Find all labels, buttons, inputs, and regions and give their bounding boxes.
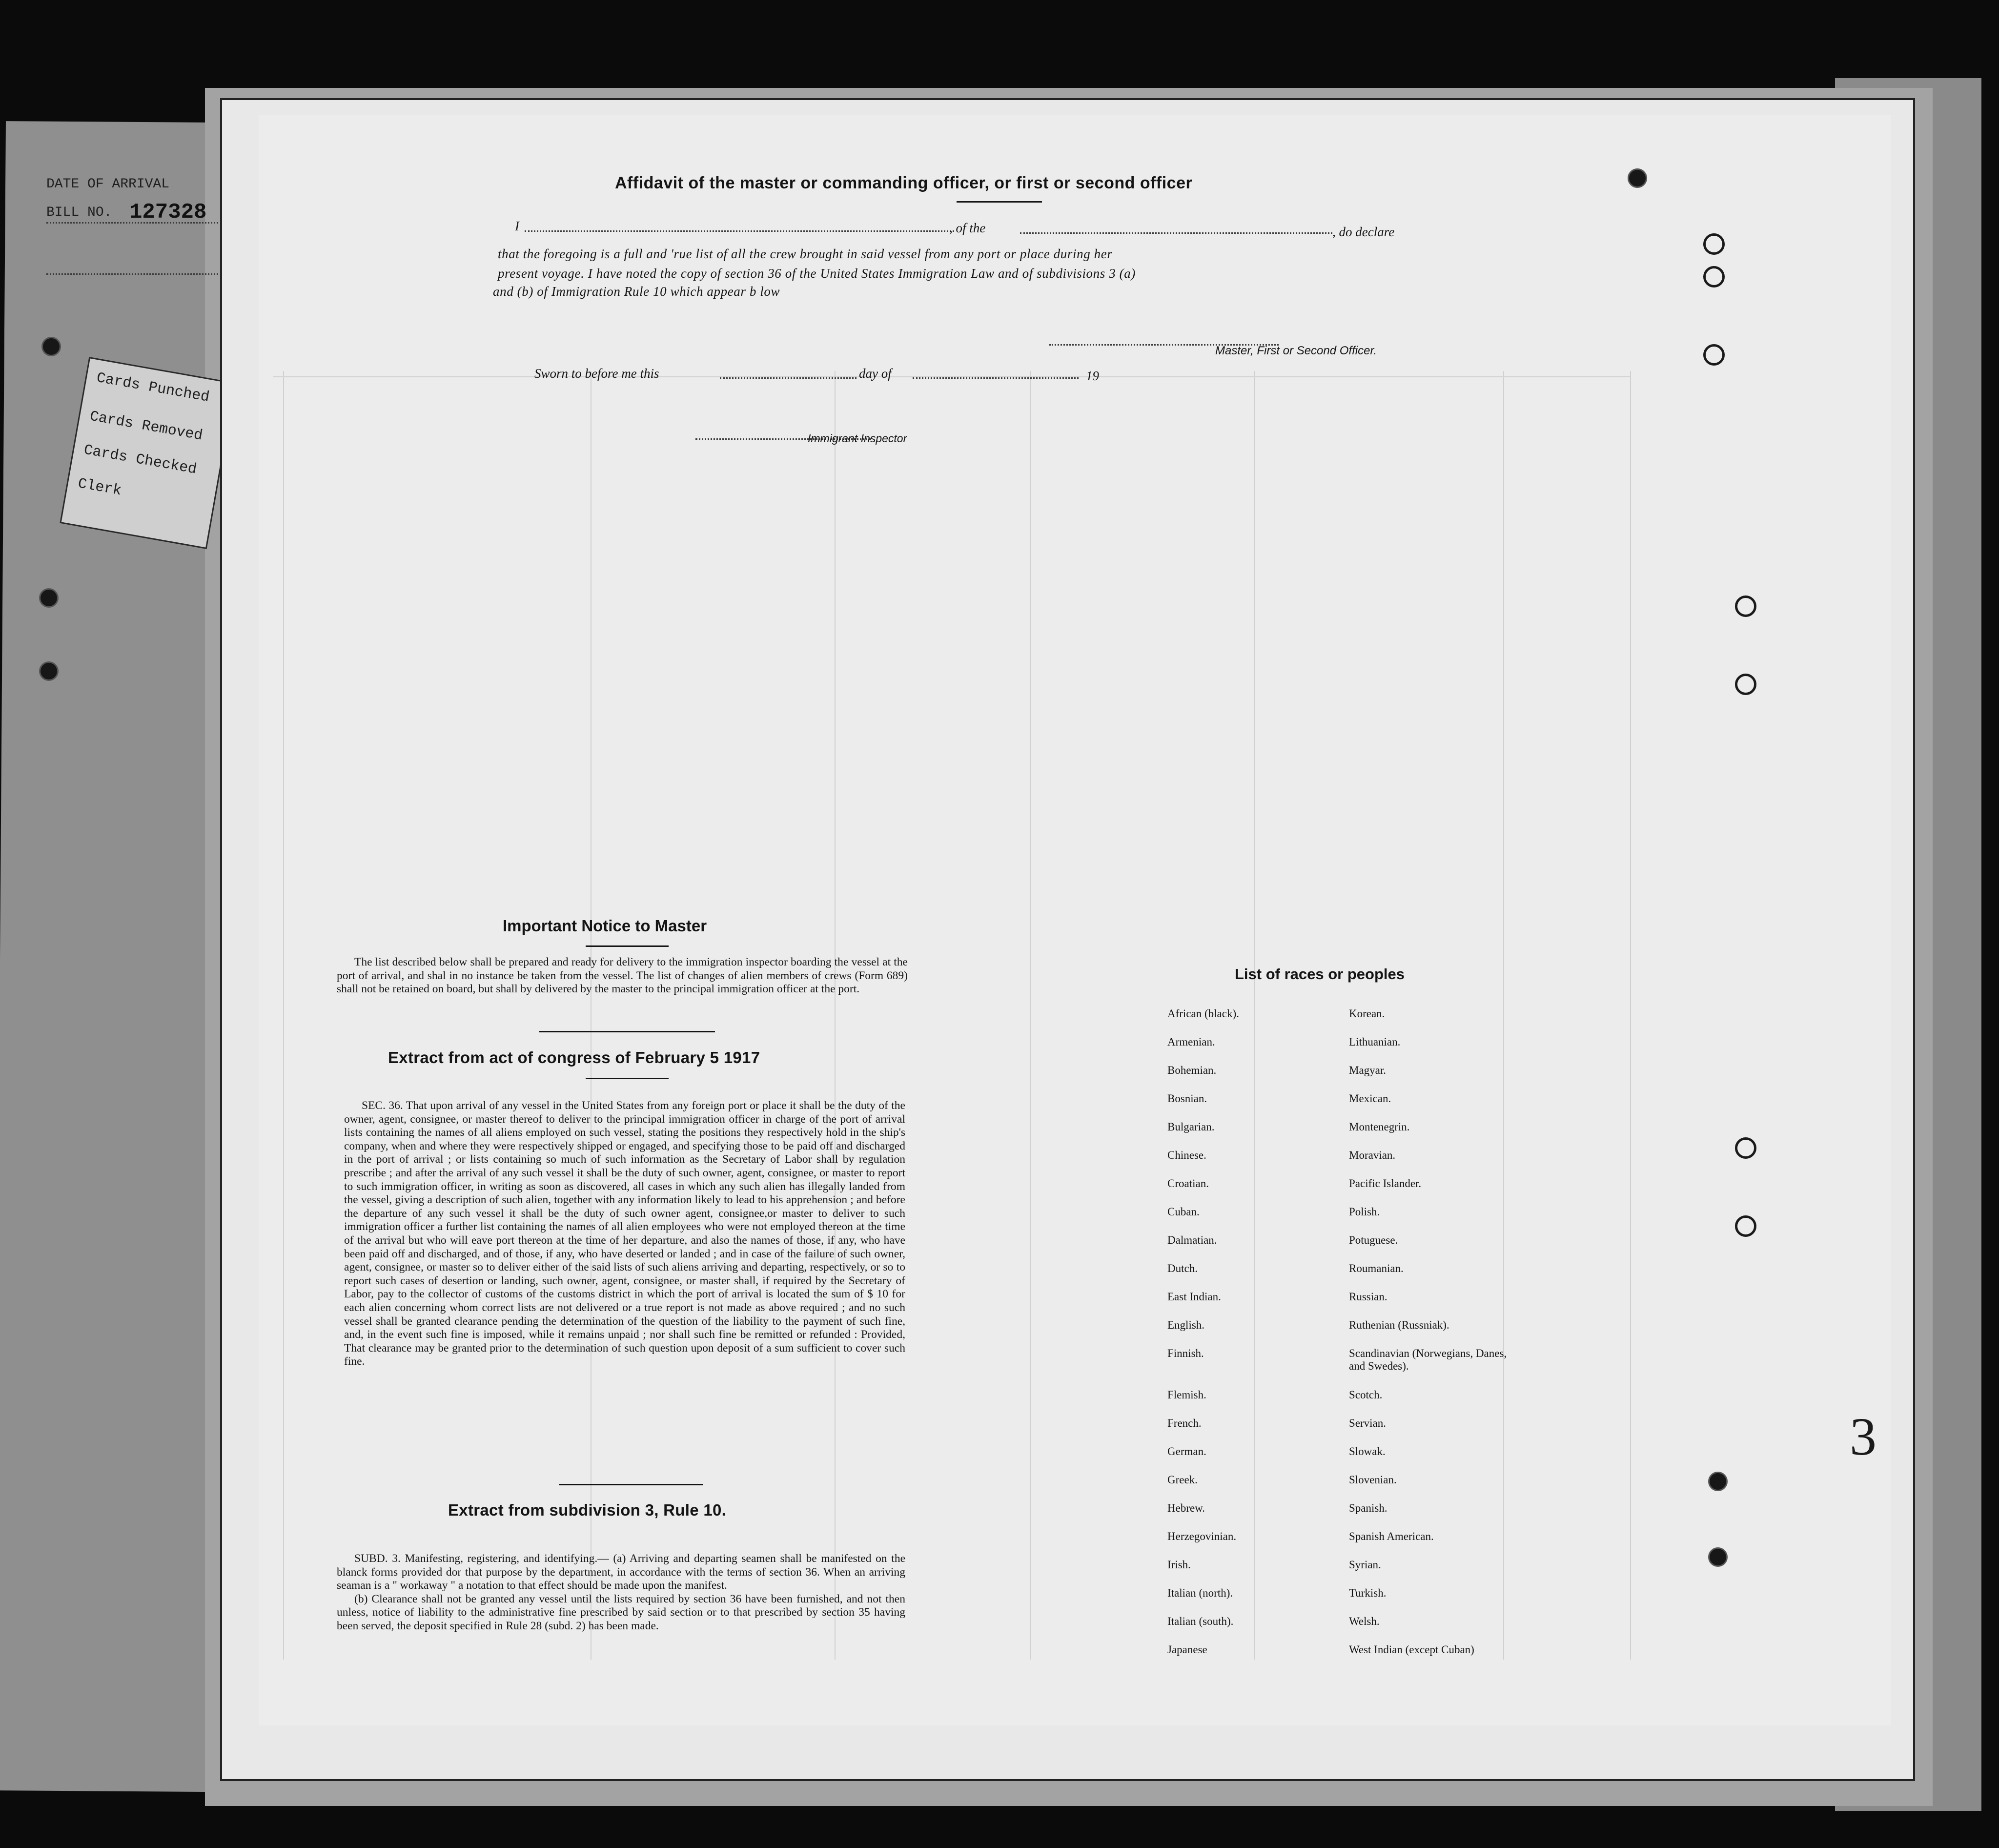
race-item: Slovenian. bbox=[1349, 1474, 1397, 1486]
affidavit-do-declare: , do declare bbox=[1332, 225, 1395, 239]
binder-hole bbox=[39, 588, 59, 608]
stamp-line: Cards Punched bbox=[95, 370, 211, 406]
binder-hole bbox=[1703, 233, 1725, 255]
stub-rule bbox=[46, 222, 222, 224]
master-label: Master, First or Second Officer. bbox=[1215, 344, 1377, 357]
race-item: Moravian. bbox=[1349, 1149, 1396, 1161]
day-of-label: day of bbox=[859, 366, 892, 381]
ghost-column-line bbox=[1254, 371, 1255, 1660]
year-label: 19 bbox=[1086, 369, 1099, 383]
stub-date-label: DATE OF ARRIVAL bbox=[46, 177, 170, 192]
race-item: Bulgarian. bbox=[1167, 1121, 1215, 1133]
ghost-column-line bbox=[283, 371, 284, 1660]
binder-hole bbox=[1735, 1137, 1756, 1159]
extract-rule-title: Extract from subdivision 3, Rule 10. bbox=[448, 1501, 727, 1519]
affidavit-title: Affidavit of the master or commanding officer, or first or second officer bbox=[615, 174, 1193, 192]
race-item: Greek. bbox=[1167, 1474, 1198, 1486]
race-item: Spanish American. bbox=[1349, 1530, 1434, 1542]
affidavit-line1-start: I bbox=[515, 219, 519, 233]
cards-stamp bbox=[60, 357, 236, 549]
race-item: Potuguese. bbox=[1349, 1234, 1398, 1246]
race-item: Dalmatian. bbox=[1167, 1234, 1217, 1246]
race-item: Bohemian. bbox=[1167, 1064, 1217, 1076]
binder-hole bbox=[1735, 674, 1756, 695]
race-item: West Indian (except Cuban) bbox=[1349, 1643, 1474, 1656]
race-item: African (black). bbox=[1167, 1007, 1239, 1020]
race-item: Polish. bbox=[1349, 1206, 1380, 1218]
race-item: Herzegovinian. bbox=[1167, 1530, 1237, 1542]
race-item: Mexican. bbox=[1349, 1092, 1391, 1105]
race-item: Montenegrin. bbox=[1349, 1121, 1410, 1133]
races-title: List of races or peoples bbox=[1235, 965, 1405, 983]
race-item: Spanish. bbox=[1349, 1502, 1387, 1514]
stamp-line: Clerk bbox=[76, 475, 123, 500]
race-item: Roumanian. bbox=[1349, 1262, 1404, 1274]
affidavit-line4: and (b) of Immigration Rule 10 which appear b low bbox=[493, 284, 780, 299]
ghost-column-line bbox=[1503, 371, 1504, 1660]
extract-act-underline bbox=[586, 1078, 669, 1079]
race-item: Chinese. bbox=[1167, 1149, 1206, 1161]
name-blank bbox=[525, 230, 954, 232]
stub-bill-number: 127328 bbox=[129, 200, 207, 225]
race-item: Cuban. bbox=[1167, 1206, 1200, 1218]
race-item: East Indian. bbox=[1167, 1291, 1221, 1303]
binder-hole bbox=[1628, 168, 1647, 188]
inspector-label: Immigrant Inspector bbox=[808, 432, 907, 445]
notice-title: Important Notice to Master bbox=[503, 917, 707, 935]
subdivision-3-text: SUBD. 3. Manifesting, registering, and identifying.— (a) Arriving and departing seamen shall be manifested on the blanck forms provided dor that purpose by the department, in accordance with the terms of section 36. When an arriving seaman is a " workaway " a notation to that effect should be made upon the manifest. (b) Clearance shall not be granted any vessel until the lists required by section 36 have been furnished, and not then unless, notice of liability to the administrative fine prescribed by said section or to that prescribed by section 35 having been served, the deposit specified in Rule 28 (subd. 2) has been made. bbox=[337, 1552, 905, 1632]
race-item: Slowak. bbox=[1349, 1445, 1386, 1458]
section-divider bbox=[559, 1484, 703, 1485]
race-item: Armenian. bbox=[1167, 1036, 1215, 1048]
race-item: Scotch. bbox=[1349, 1389, 1383, 1401]
extract-act-title: Extract from act of congress of February 5 1917 bbox=[388, 1048, 760, 1067]
sworn-month-blank bbox=[913, 377, 1079, 379]
race-item: Welsh. bbox=[1349, 1615, 1380, 1627]
race-item: Hebrew. bbox=[1167, 1502, 1205, 1514]
race-item: Bosnian. bbox=[1167, 1092, 1207, 1105]
sworn-label: Sworn to before me this bbox=[534, 366, 659, 381]
race-item: French. bbox=[1167, 1417, 1202, 1429]
race-item: Servian. bbox=[1349, 1417, 1387, 1429]
affidavit-of-the: , of the bbox=[949, 221, 986, 235]
race-item: Magyar. bbox=[1349, 1064, 1387, 1076]
stamp-line: Cards Removed bbox=[88, 408, 204, 445]
race-item: Scandinavian (Norwegians, Danes, and Swedes). bbox=[1349, 1347, 1507, 1372]
vessel-blank bbox=[1020, 232, 1332, 234]
ghost-column-line bbox=[835, 371, 836, 1660]
binder-hole bbox=[1735, 595, 1756, 617]
race-item: English. bbox=[1167, 1319, 1205, 1331]
binder-hole bbox=[1708, 1472, 1728, 1491]
binder-hole bbox=[1703, 266, 1725, 287]
affidavit-line3: present voyage. I have noted the copy of section 36 of the United States Immigration Law and of subdivisions 3 (a) bbox=[498, 266, 1136, 281]
race-item: Russian. bbox=[1349, 1291, 1387, 1303]
binder-hole bbox=[1703, 344, 1725, 366]
race-item: Finnish. bbox=[1167, 1347, 1204, 1359]
title-underline bbox=[957, 201, 1042, 203]
section-36-text: SEC. 36. That upon arrival of any vessel in the United States from any foreign port or place it shall be the duty of the owner, agent, consignee, or master thereof to deliver to the principal immigration officer in charge of the port of arrival lists containing the names of all aliens employed on such vessel, stating the positions they respectively hold in the ship's company, when and where they were respectively shipped or engaged, and specifying those to be paid off and discharged in the port of arrival ; or lists containing so much of such information as the Secretary of Labor shall by regulation prescribe ; and after the arrival of any such vessel it shall be the duty of such owner, agent, consignee, or master to report to such immigration officer, in writing as soon as discovered, all cases in which any such alien has illegally landed from the vessel, giving a description of such alien, together with any information likely to lead to his apprehension ; and before the departure of any such vessel it shall be the duty of such owner agent, consignee,or master to deliver to such immigration officer a further list containing the names of all alien employees who were not employed thereon at the time of the arrival but who will eave port thereon at the time of her departure, and also the names of those, if any, who have been paid off and discharged, and of those, if any, who have deserted or landed ; and in case of the failure of such owner, agent, consignee, or master so to deliver either of the said lists of such aliens arriving and departing, respectively, or so to report such cases of desertion or landing, such owner, agent, consignee, or master shall, if required by the Secretary of Labor, pay to the collector of customs of the customs district in which the port of arrival is located the sum of $ 10 for each alien concerning whom correct lists are not delivered or a true report is not made as above required ; and no such vessel shall be granted clearance pending the determination of the question of the liability to the payment of such fine, and, in the event such fine is imposed, while it remains unpaid ; nor shall such fine be remitted or refunded : Provided, That clearance may be granted prior to the determination of such question upon deposit of a sum sufficient to cover such fine. bbox=[344, 1099, 905, 1368]
notice-text: The list described below shall be prepared and ready for delivery to the immigration inspector boarding the vessel at the port of arrival, and shal in no instance be taken from the vessel. The list of changes of alien members of crews (Form 689) shall not be retained on board, but shall by delivered by the master to the principal immigration officer at the port. bbox=[337, 956, 908, 996]
binder-hole bbox=[1708, 1547, 1728, 1567]
race-item: Italian (north). bbox=[1167, 1587, 1233, 1599]
binder-hole bbox=[39, 661, 59, 681]
binder-hole bbox=[1735, 1215, 1756, 1237]
notice-title-underline bbox=[586, 945, 669, 947]
race-item: Croatian. bbox=[1167, 1177, 1209, 1190]
ghost-column-line bbox=[1030, 371, 1031, 1660]
race-item: German. bbox=[1167, 1445, 1206, 1458]
affidavit-line2: that the foregoing is a full and 'rue list of all the crew brought in said vessel from any port or place during her bbox=[498, 246, 1113, 261]
ghost-column-line bbox=[1630, 371, 1631, 1660]
race-item: Lithuanian. bbox=[1349, 1036, 1401, 1048]
race-item: Pacific Islander. bbox=[1349, 1177, 1422, 1190]
race-item: Dutch. bbox=[1167, 1262, 1198, 1274]
margin-handwritten-mark: 3 bbox=[1850, 1407, 1877, 1466]
sworn-day-blank bbox=[720, 377, 857, 379]
race-item: Irish. bbox=[1167, 1559, 1191, 1571]
race-item: Flemish. bbox=[1167, 1389, 1206, 1401]
ghost-column-line bbox=[591, 371, 592, 1660]
race-item: Italian (south). bbox=[1167, 1615, 1234, 1627]
race-item: Korean. bbox=[1349, 1007, 1385, 1020]
stamp-line: Cards Checked bbox=[82, 442, 198, 478]
race-item: Syrian. bbox=[1349, 1559, 1381, 1571]
section-divider bbox=[539, 1031, 715, 1032]
stub-bill-label: BILL NO. bbox=[46, 205, 112, 220]
race-item: Japanese bbox=[1167, 1643, 1207, 1656]
race-item: Ruthenian (Russniak). bbox=[1349, 1319, 1449, 1331]
race-item: Turkish. bbox=[1349, 1587, 1387, 1599]
binder-hole bbox=[41, 337, 61, 356]
stub-rule bbox=[46, 273, 222, 275]
